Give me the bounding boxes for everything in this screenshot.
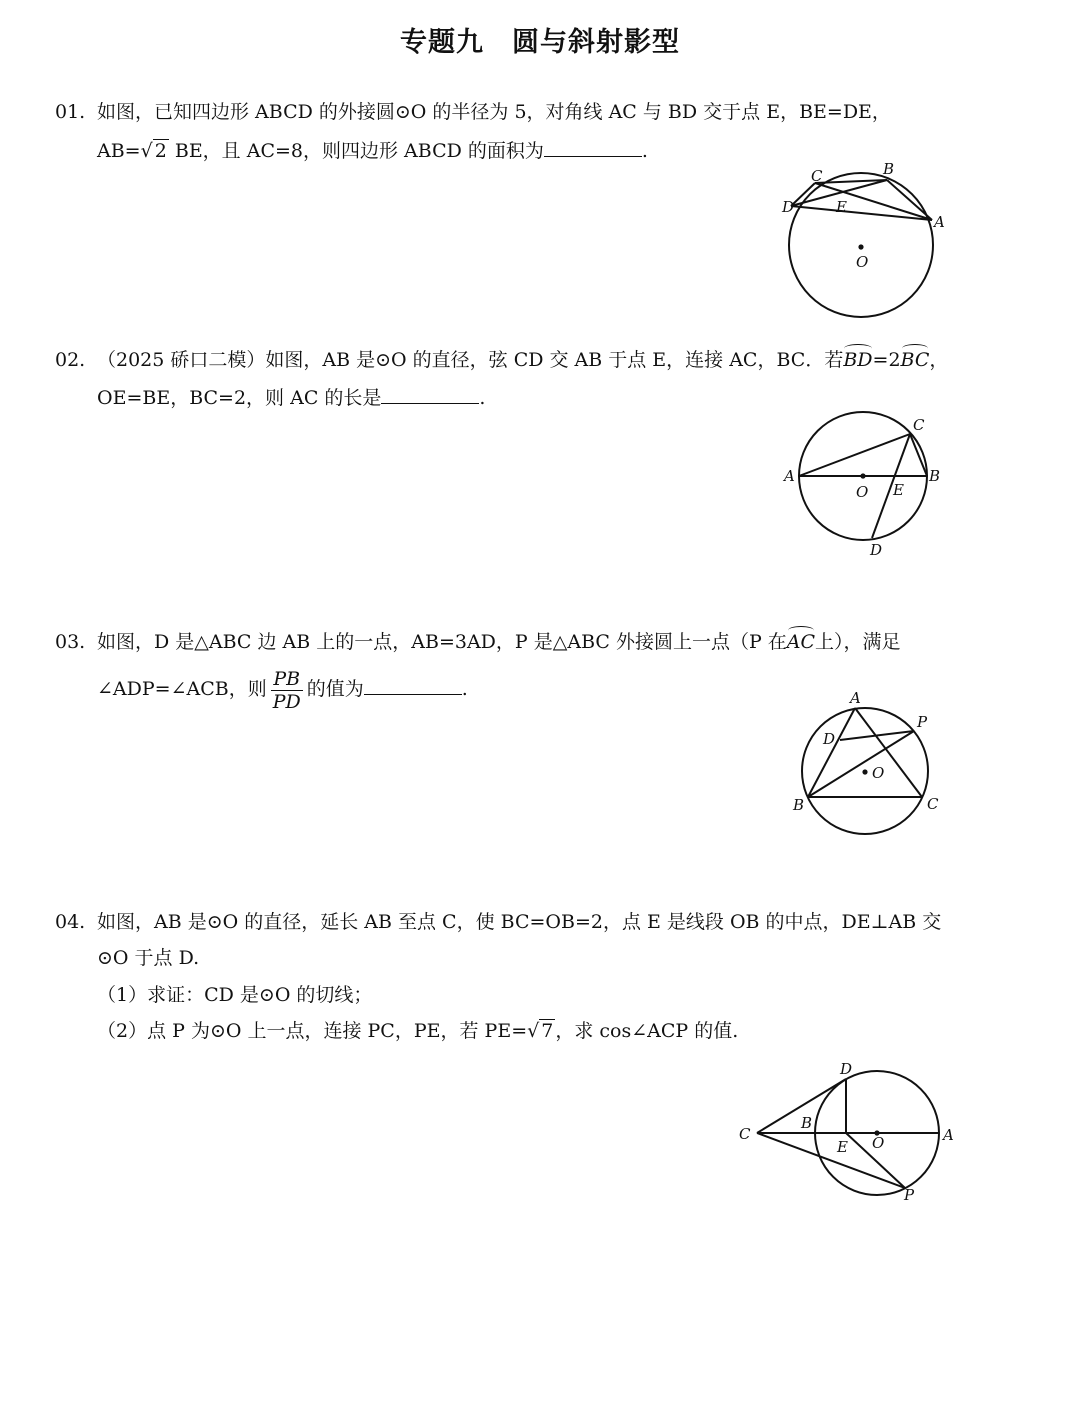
q4-label-d: D: [840, 1060, 853, 1078]
q4-label-a: A: [943, 1126, 954, 1144]
q4-text-1: 如图，AB 是⊙O 的直径，延长 AB 至点 C，使 BC=OB=2，点 E 是线段 OB 的中点，DE⊥AB 交: [97, 911, 942, 933]
q3-text-2b: 的值为: [306, 678, 364, 700]
q3-arc-ac: AC: [787, 628, 815, 656]
q2-number: 02.: [55, 349, 86, 371]
q1-number: 01.: [55, 101, 86, 123]
q4-label-p: P: [904, 1186, 915, 1204]
q2-label-b: B: [929, 467, 941, 485]
q4-text-4a: （2）点 P 为⊙O 上一点，连接 PC，PE，若 PE=: [97, 1020, 528, 1042]
page-title: 专题九 圆与斜射影型: [400, 27, 680, 58]
q1-figure: [770, 155, 960, 325]
q4-label-b: B: [801, 1114, 813, 1132]
q1-sqrt: √ 2: [140, 140, 167, 162]
q4-text-4b: ，求 cos∠ACP 的值.: [555, 1020, 739, 1042]
q2-line-2: OE=BE，BC=2，则 AC 的长是 .: [97, 387, 486, 409]
q3-label-o: O: [872, 764, 885, 782]
q1-answer-blank[interactable]: [544, 138, 642, 157]
q2-text-1a: （2025 硚口二模）如图，AB 是⊙O 的直径，弦 CD 交 AB 于点 E，连接 AC，BC．若: [97, 349, 844, 371]
q2-line-1: 02. （2025 硚口二模）如图，AB 是⊙O 的直径，弦 CD 交 AB 于点 E，连接 AC，BC．若BD=2BC，: [55, 346, 948, 374]
q2-text-2: OE=BE，BC=2，则 AC 的长是: [97, 387, 382, 409]
q1-text-2b: BE，且 AC=8，则四边形 ABCD 的面积为: [168, 140, 544, 162]
q3-label-d: D: [823, 730, 836, 748]
q4-label-c: C: [739, 1125, 751, 1143]
q2-label-e: E: [893, 481, 904, 499]
q4-label-o: O: [872, 1134, 885, 1152]
q1-line-1: [55, 98, 891, 126]
q4-sqrt: √ 7: [527, 1020, 554, 1042]
q2-answer-blank[interactable]: [381, 385, 479, 404]
q2-label-c: C: [913, 416, 925, 434]
q4-text-3: （1）求证：CD 是⊙O 的切线；: [97, 984, 373, 1006]
q3-text-1a: 如图，D 是△ABC 边 AB 上的一点，AB=3AD，P 是△ABC 外接圆上一点（P 在: [97, 631, 787, 653]
q3-label-c: C: [927, 795, 939, 813]
q3-figure: [785, 685, 955, 845]
q1-text-2a: AB=: [97, 140, 141, 162]
q4-number: 04.: [55, 911, 86, 933]
q1-label-e: E: [836, 198, 847, 216]
q1-label-c: C: [811, 167, 823, 185]
q1-label-o: O: [856, 253, 869, 271]
q1-line-2: AB=√ 2 BE，且 AC=8，则四边形 ABCD 的面积为 .: [97, 137, 648, 165]
q4-label-e: E: [837, 1138, 848, 1156]
q4-line-2: [97, 944, 199, 972]
q4-line-1: [55, 908, 941, 936]
q3-label-b: B: [793, 796, 805, 814]
q2-figure: [775, 410, 955, 565]
q3-answer-blank[interactable]: [364, 676, 462, 695]
q3-fraction: $\frac{PB}{PD}$: [272, 667, 301, 713]
q4-part-2: [97, 1017, 738, 1045]
q1-text-1: 如图，已知四边形 ABCD 的外接圆⊙O 的半径为 5，对角线 AC 与 BD 交于点 E，BE=DE，: [97, 101, 891, 123]
q3-number: 03.: [55, 631, 86, 653]
q4-part-1: [97, 981, 372, 1009]
q4-figure: [735, 1055, 960, 1205]
q2-arc-bc: BC: [901, 346, 930, 374]
q1-label-b: B: [883, 160, 895, 178]
q3-label-a: A: [850, 689, 861, 707]
q3-line-2: ∠ADP=∠ACB，则 $\frac{PB}{PD}$ 的值为 .: [97, 667, 468, 713]
q3-text-2a: ∠ADP=∠ACB，则: [97, 678, 267, 700]
q1-label-a: A: [934, 213, 945, 231]
q2-label-a: A: [784, 467, 795, 485]
q3-label-p: P: [917, 713, 928, 731]
q3-line-1: 03. 如图，D 是△ABC 边 AB 上的一点，AB=3AD，P 是△ABC 外接圆上一点（P 在AC上），满足: [55, 628, 901, 656]
q1-label-d: D: [782, 198, 795, 216]
q4-text-2: ⊙O 于点 D.: [97, 947, 200, 969]
q2-label-o: O: [856, 483, 869, 501]
q2-arc-bd: BD: [843, 346, 872, 374]
q2-label-d: D: [870, 541, 883, 559]
